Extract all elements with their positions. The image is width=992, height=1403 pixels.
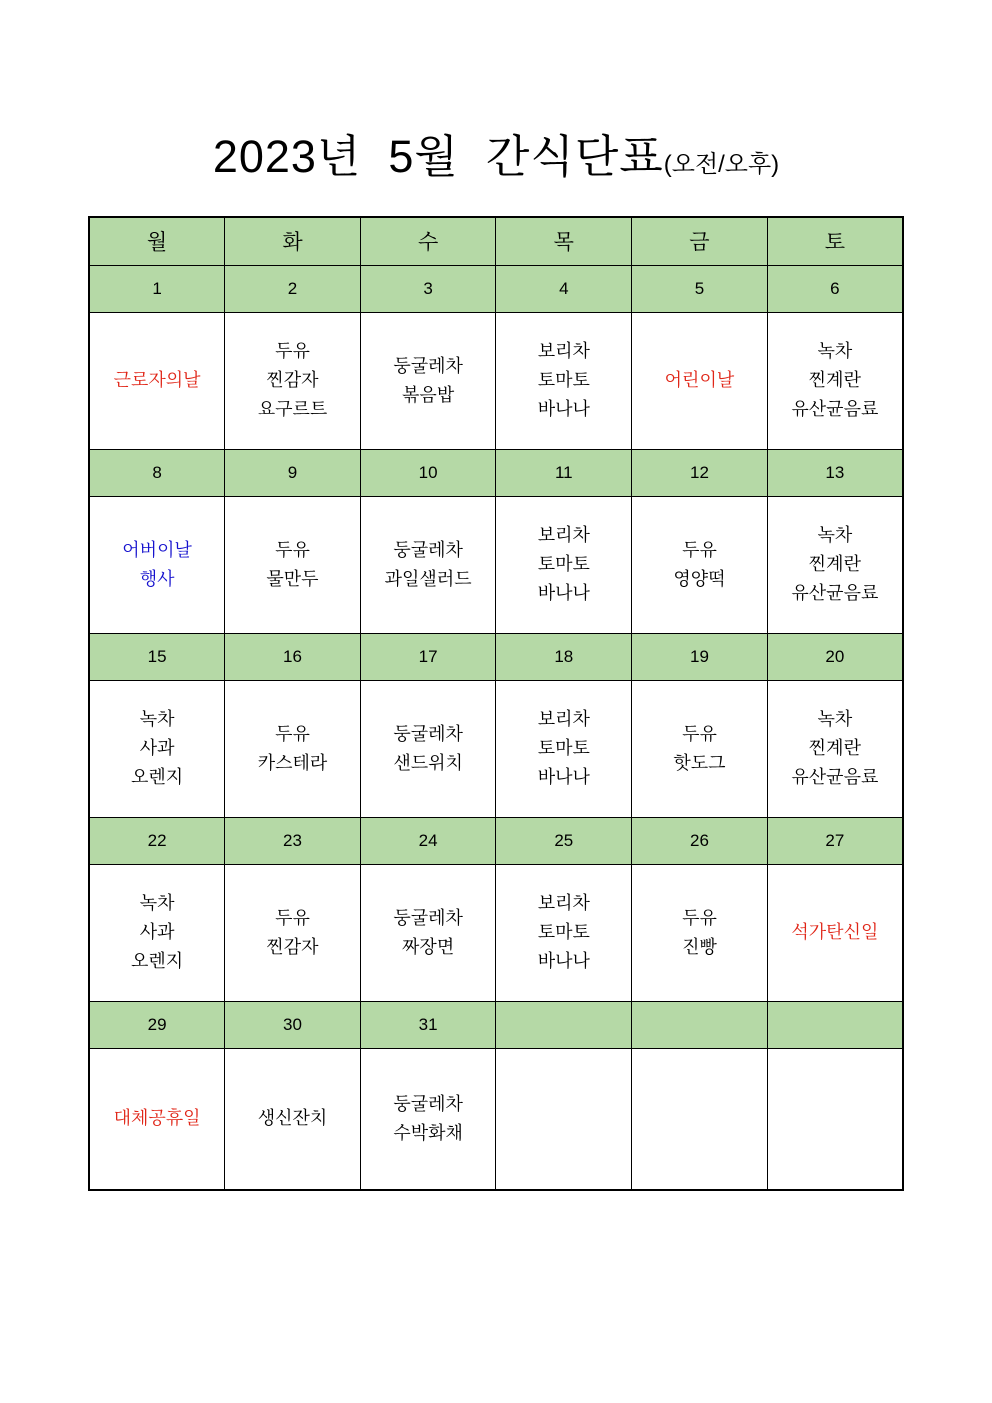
event-cell	[89, 496, 225, 633]
page-title	[0, 0, 992, 184]
menu-line: 대체공휴일	[113, 1108, 201, 1129]
menu-line: 유산균음료	[791, 767, 879, 787]
weekday-header-cell: 수	[360, 217, 496, 265]
menu-line: 토마토	[537, 922, 590, 942]
menu-line: 두유	[682, 723, 717, 744]
menu-cell	[767, 312, 903, 449]
menu-line: 찐감자	[266, 936, 319, 957]
menu-line: 보리차	[537, 893, 590, 913]
menu-line: 토마토	[537, 738, 590, 758]
menu-line: 녹차	[139, 893, 175, 913]
date-cell	[632, 1001, 768, 1048]
menu-cell	[360, 864, 496, 1001]
menu-line: 바나나	[537, 583, 590, 603]
menu-cell	[225, 312, 361, 449]
menu-line: 사과	[139, 738, 175, 758]
menu-line: 둥굴레차	[393, 355, 463, 376]
date-cell: 11	[496, 449, 632, 496]
menu-cell	[360, 680, 496, 817]
date-cell: 22	[89, 817, 225, 864]
menu-cell	[632, 1048, 768, 1190]
menu-line: 과일샐러드	[384, 568, 472, 589]
menu-line: 수박화채	[393, 1122, 463, 1143]
date-cell: 1	[89, 265, 225, 312]
weekday-header-cell: 금	[632, 217, 768, 265]
date-cell: 23	[225, 817, 361, 864]
date-cell	[767, 1001, 903, 1048]
menu-line: 사과	[139, 922, 175, 942]
date-cell: 26	[632, 817, 768, 864]
menu-line: 두유	[275, 907, 310, 928]
menu-row	[89, 1048, 903, 1190]
menu-line: 오렌지	[130, 767, 184, 787]
menu-line: 둥굴레차	[393, 1093, 463, 1114]
date-cell: 27	[767, 817, 903, 864]
title-main: 2023년 5월 간식단표	[212, 131, 664, 182]
menu-line: 두유	[275, 723, 310, 744]
menu-cell	[632, 496, 768, 633]
date-cell: 10	[360, 449, 496, 496]
menu-cell	[360, 1048, 496, 1190]
menu-line: 보리차	[537, 709, 590, 729]
title-suffix: (오전/오후)	[663, 151, 780, 178]
menu-line: 토마토	[537, 554, 590, 574]
menu-line: 유산균음료	[791, 583, 879, 603]
menu-line: 오렌지	[130, 951, 184, 971]
menu-line: 두유	[682, 907, 717, 928]
menu-line: 두유	[275, 539, 310, 560]
menu-cell	[225, 496, 361, 633]
menu-line: 어버이날	[122, 539, 192, 560]
date-row	[89, 817, 903, 864]
menu-cell	[767, 680, 903, 817]
menu-cell	[496, 864, 632, 1001]
menu-cell	[632, 864, 768, 1001]
date-cell: 19	[632, 633, 768, 680]
menu-row	[89, 680, 903, 817]
menu-line: 진빵	[682, 936, 717, 957]
date-cell: 15	[89, 633, 225, 680]
menu-cell	[225, 680, 361, 817]
date-cell: 30	[225, 1001, 361, 1048]
menu-line: 보리차	[537, 341, 590, 361]
date-cell: 6	[767, 265, 903, 312]
menu-cell	[225, 864, 361, 1001]
menu-cell	[632, 680, 768, 817]
menu-cell	[225, 1048, 361, 1190]
menu-line: 토마토	[537, 370, 590, 390]
date-row	[89, 1001, 903, 1048]
date-cell: 24	[360, 817, 496, 864]
menu-line: 영양떡	[673, 568, 726, 589]
menu-line: 바나나	[537, 951, 590, 971]
menu-cell	[767, 1048, 903, 1190]
date-cell: 31	[360, 1001, 496, 1048]
menu-line: 카스테라	[257, 752, 328, 773]
menu-cell	[767, 496, 903, 633]
weekday-header-cell: 화	[225, 217, 361, 265]
date-cell: 2	[225, 265, 361, 312]
menu-line: 행사	[139, 568, 175, 589]
holiday-cell	[767, 864, 903, 1001]
weekday-header-row	[89, 217, 903, 265]
menu-row	[89, 312, 903, 449]
menu-line: 녹차	[139, 709, 175, 729]
date-cell: 4	[496, 265, 632, 312]
menu-cell	[360, 496, 496, 633]
menu-line: 바나나	[537, 767, 590, 787]
holiday-cell	[632, 312, 768, 449]
menu-line: 찐계란	[808, 370, 861, 390]
menu-line: 샌드위치	[393, 752, 463, 773]
menu-cell	[89, 864, 225, 1001]
menu-line: 녹차	[817, 341, 853, 361]
menu-line: 녹차	[817, 525, 853, 545]
menu-line: 찐감자	[266, 370, 319, 390]
weekday-header-cell: 월	[89, 217, 225, 265]
menu-row	[89, 496, 903, 633]
menu-line: 둥굴레차	[393, 723, 463, 744]
menu-line: 녹차	[817, 709, 853, 729]
menu-line: 바나나	[537, 399, 590, 419]
holiday-cell	[89, 1048, 225, 1190]
date-cell: 18	[496, 633, 632, 680]
date-cell: 8	[89, 449, 225, 496]
holiday-cell	[89, 312, 225, 449]
menu-line: 핫도그	[673, 752, 726, 773]
menu-row	[89, 864, 903, 1001]
weekday-header-cell: 토	[767, 217, 903, 265]
menu-cell	[496, 312, 632, 449]
menu-line: 어린이날	[664, 370, 735, 390]
date-cell: 5	[632, 265, 768, 312]
menu-line: 두유	[682, 539, 717, 560]
menu-cell	[496, 680, 632, 817]
menu-line: 근로자의날	[113, 370, 201, 390]
menu-line: 둥굴레차	[393, 539, 463, 560]
menu-line: 찐계란	[808, 554, 861, 574]
snack-menu-table	[88, 216, 904, 1191]
weekday-header-cell: 목	[496, 217, 632, 265]
date-cell: 3	[360, 265, 496, 312]
menu-line: 물만두	[266, 568, 319, 589]
date-cell: 25	[496, 817, 632, 864]
snack-menu-table-body	[89, 217, 903, 1190]
menu-line: 석가탄신일	[791, 922, 879, 942]
menu-cell	[496, 496, 632, 633]
menu-line: 짜장면	[402, 936, 455, 957]
menu-line: 유산균음료	[791, 399, 879, 419]
menu-line: 볶음밥	[402, 384, 455, 405]
menu-line: 찐계란	[808, 738, 861, 758]
menu-cell	[360, 312, 496, 449]
menu-cell	[496, 1048, 632, 1190]
menu-line: 생신잔치	[257, 1108, 328, 1129]
date-cell: 17	[360, 633, 496, 680]
menu-line: 둥굴레차	[393, 907, 463, 928]
date-row	[89, 449, 903, 496]
date-cell: 9	[225, 449, 361, 496]
date-cell: 12	[632, 449, 768, 496]
date-row	[89, 265, 903, 312]
menu-cell	[89, 680, 225, 817]
date-cell: 16	[225, 633, 361, 680]
date-cell: 13	[767, 449, 903, 496]
menu-line: 보리차	[537, 525, 590, 545]
date-row	[89, 633, 903, 680]
menu-line: 두유	[275, 341, 310, 361]
date-cell: 20	[767, 633, 903, 680]
date-cell: 29	[89, 1001, 225, 1048]
menu-line: 요구르트	[257, 399, 328, 419]
date-cell	[496, 1001, 632, 1048]
